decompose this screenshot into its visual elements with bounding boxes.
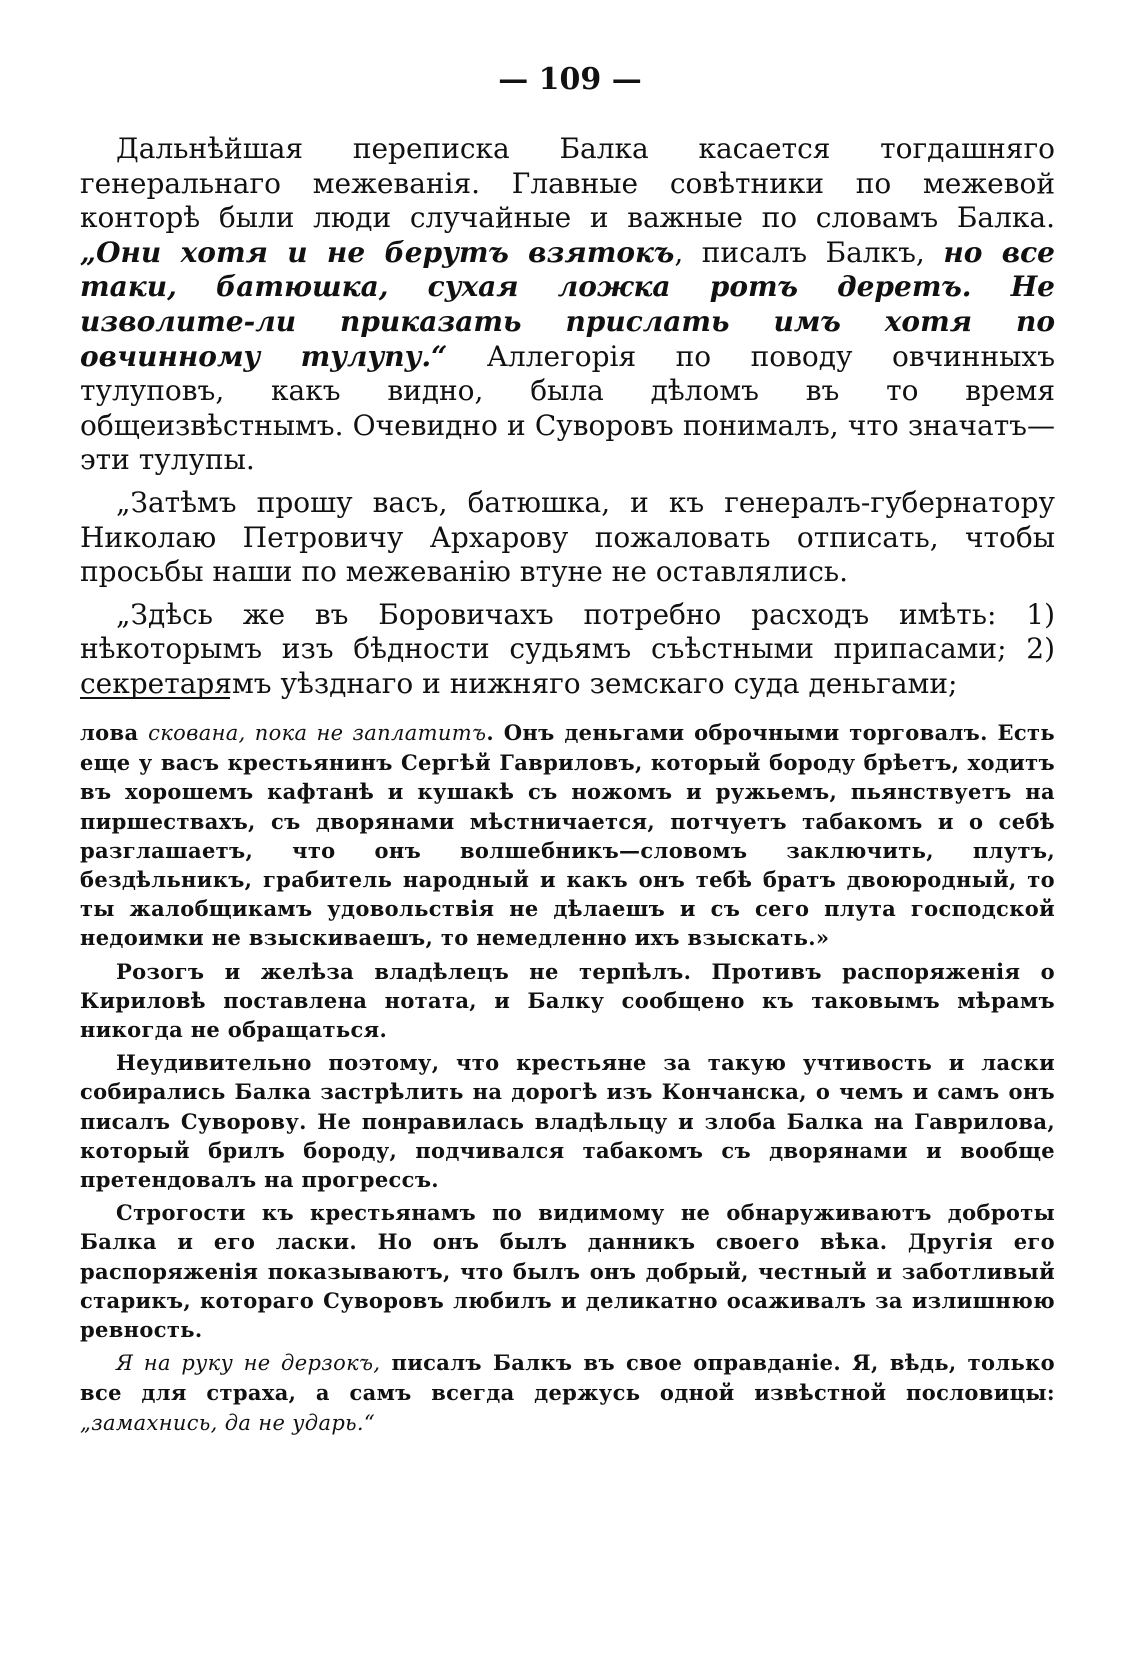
italic-run: скована, пока не заплатитъ	[148, 721, 487, 745]
note-paragraph: Неудивительно поэтому, что крестьяне за такую учтивость и ласки собирались Балка застрѣлить на дорогѣ изъ Кончанска, о чемъ и самъ онъ писалъ Суворову. Не понравилась владѣльцу и злоба Балка на Гаврилова, который брилъ бороду, подчивался табакомъ съ дворянами и вообще претендовалъ на прогрессъ.	[80, 1050, 1055, 1193]
main-text	[80, 132, 1055, 702]
paragraph-request: „Затѣмъ прошу васъ, батюшка, и къ генералъ-губернатору Николаю Петровичу Архарову пожаловать отписать, чтобы просьбы наши по межеванію втуне не оставлялись.	[80, 485, 1055, 589]
text-run: Дальнѣйшая переписка Балка касается тогдашняго генеральнаго межеванія. Главные совѣтники по межевой конторѣ были люди случайные и важные по словамъ Балка.	[80, 132, 1055, 235]
text-run: Аллегорія по поводу овчинныхъ тулуповъ, какъ видно, была дѣломъ въ то время общеизвѣстнымъ. Очевидно и Суворовъ понималъ, что значатъ—эти тулупы.	[80, 339, 1056, 477]
text-run: . Онъ деньгами оброчными торговалъ. Есть еще у васъ крестьянинъ Сергѣй Гавриловъ, который бороду брѣетъ, ходитъ въ хорошемъ кафтанѣ и кушакѣ съ ножомъ и ружьемъ, пьянствуетъ на пиршествахъ, съ дворянами мѣстничается, потчуетъ табакомъ и о себѣ разглашаетъ, что онъ волшебникъ—словомъ заключить, плутъ, бездѣльникъ, грабитель народный и какъ онъ тебѣ братъ двоюродный, то ты жалобщикамъ удовольствія не дѣлаешъ и съ сего плута господской недоимки не взыскиваешъ, то немедленно ихъ взыскать.»	[80, 720, 1055, 951]
page-number: — 109 —	[498, 62, 642, 97]
text-run: лова	[80, 720, 149, 745]
note-paragraph	[80, 1348, 1055, 1438]
quote-run: „Они хотя и не берутъ взятокъ	[80, 235, 675, 269]
text-run: , писалъ Балкъ,	[674, 235, 944, 269]
note-paragraph: Розогъ и желѣза владѣлецъ не терпѣлъ. Противъ распоряженія о Кириловѣ поставлена нотата, и Балку сообщено къ таковымъ мѣрамъ никогда не обращаться.	[80, 958, 1055, 1043]
notes-text	[80, 718, 1055, 1438]
text-run: писалъ Балкъ въ свое оправданіе. Я, вѣдь, только все для страха, а самъ всегда держусь одной извѣстной пословицы:	[80, 1350, 1055, 1406]
footnote-rule	[80, 697, 230, 699]
quote-run: но все таки, батюшка, сухая ложка ротъ деретъ. Не изволите-ли приказать прислать имъ хотя по овчинному тулупу.“	[80, 235, 1055, 373]
paragraph-correspondence	[80, 132, 1055, 478]
note-paragraph: Строгости къ крестьянамъ по видимому не обнаруживаютъ доброты Балка и его ласки. Но онъ былъ данникъ своего вѣка. Другія его распоряженія показываютъ, что былъ онъ добрый, честный и заботливый старикъ, котораго Суворовъ любилъ и деликатно осаживалъ за излишнюю ревность.	[80, 1200, 1055, 1343]
italic-run: Я на руку не дерзокъ,	[116, 1351, 381, 1376]
italic-run: „замахнись, да не ударь.“	[80, 1410, 376, 1435]
paragraph-expenses: „Здѣсь же въ Боровичахъ потребно расходъ имѣть: 1) нѣкоторымъ изъ бѣдности судьямъ съѣстными припасами; 2) секретарямъ уѣзднаго и нижняго земскаго суда деньгами;	[80, 597, 1055, 700]
note-paragraph	[80, 718, 1055, 953]
